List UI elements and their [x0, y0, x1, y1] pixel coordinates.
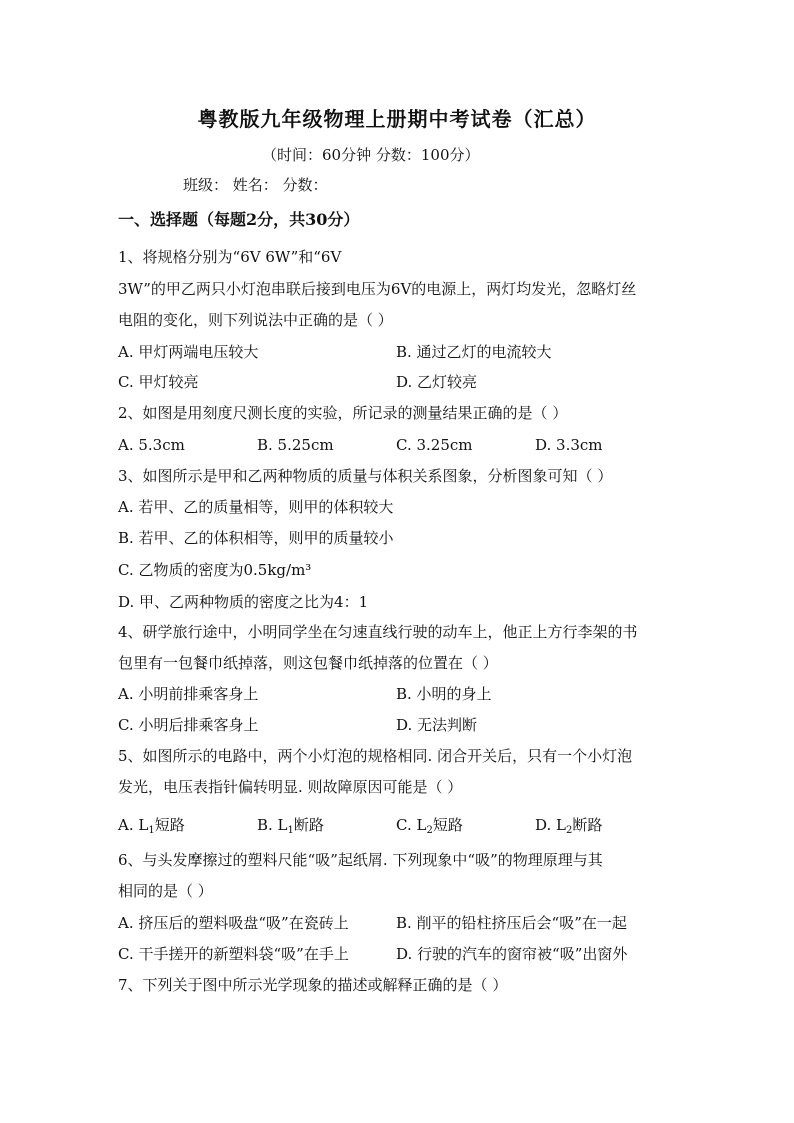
q1-stem-line3: 电阻的变化，则下列说法中正确的是（ ） [118, 311, 393, 329]
q2-stem: 2、如图是用刻度尺测长度的实验，所记录的测量结果正确的是（ ） [118, 404, 568, 422]
student-info-fields: 班级： 姓名： 分数： [183, 176, 328, 194]
q1-option-b: B. 通过乙灯的电流较大 [396, 343, 552, 361]
q4-option-a: A. 小明前排乘客身上 [118, 685, 259, 703]
q6-option-d: D. 行驶的汽车的窗帘被“吸”出窗外 [396, 945, 628, 963]
q1-stem-line2: 3W”的甲乙两只小灯泡串联后接到电压为6V的电源上，两灯均发光，忽略灯丝 [118, 280, 637, 298]
q6-option-a: A. 挤压后的塑料吸盘“吸”在瓷砖上 [118, 914, 349, 932]
q5-stem-line2: 发光，电压表指针偏转明显. 则故障原因可能是（ ） [118, 778, 463, 796]
q6-stem-line2: 相同的是（ ） [118, 882, 213, 900]
q6-option-c: C. 干手搓开的新塑料袋“吸”在手上 [118, 945, 349, 963]
q2-option-d: D. 3.3cm [535, 436, 603, 454]
q7-stem: 7、下列关于图中所示光学现象的描述或解释正确的是（ ） [118, 976, 508, 994]
q1-option-a: A. 甲灯两端电压较大 [118, 343, 259, 361]
q3-option-d: D. 甲、乙两种物质的密度之比为4：1 [118, 593, 369, 611]
q4-option-b: B. 小明的身上 [396, 685, 492, 703]
q4-option-c: C. 小明后排乘客身上 [118, 716, 259, 734]
q3-stem: 3、如图所示是甲和乙两种物质的质量与体积关系图象，分析图象可知（ ） [118, 467, 613, 485]
q5-option-b: B. $L_1$断路 [257, 816, 324, 836]
q5-option-c: C. $L_2$短路 [396, 816, 463, 836]
q6-option-b: B. 削平的铅柱挤压后会“吸”在一起 [396, 914, 627, 932]
q1-stem-line1: 1、将规格分别为“6V 6W”和“6V [118, 248, 342, 266]
q3-option-a: A. 若甲、乙的质量相等，则甲的体积较大 [118, 498, 394, 516]
q2-option-b: B. 5.25cm [257, 436, 334, 454]
q1-option-c: C. 甲灯较亮 [118, 373, 199, 391]
q3-option-b: B. 若甲、乙的体积相等，则甲的质量较小 [118, 529, 394, 547]
q4-stem-line2: 包里有一包餐巾纸掉落，则这包餐巾纸掉落的位置在（ ） [118, 654, 498, 672]
q1-option-d: D. 乙灯较亮 [396, 373, 478, 391]
q6-stem-line1: 6、与头发摩擦过的塑料尺能“吸”起纸屑. 下列现象中“吸”的物理原理与其 [118, 851, 603, 869]
q5-option-d: D. $L_2$断路 [535, 816, 603, 836]
q2-option-a: A. 5.3cm [118, 436, 185, 454]
section-heading: 一、选择题（每题2分，共30分） [118, 210, 360, 229]
time-score-info: （时间：60分钟 分数：100分） [262, 146, 480, 164]
q4-option-d: D. 无法判断 [396, 716, 478, 734]
q5-option-a: A. $L_1$短路 [118, 816, 185, 836]
q4-stem-line1: 4、研学旅行途中，小明同学坐在匀速直线行驶的动车上，他正上方行李架的书 [118, 623, 638, 641]
q5-stem-line1: 5、如图所示的电路中，两个小灯泡的规格相同. 闭合开关后，只有一个小灯泡 [118, 747, 633, 765]
page-title: 粤教版九年级物理上册期中考试卷（汇总） [197, 107, 597, 131]
q2-option-c: C. 3.25cm [396, 436, 473, 454]
q3-option-c: C. 乙物质的密度为0.5kg/m³ [118, 561, 312, 579]
